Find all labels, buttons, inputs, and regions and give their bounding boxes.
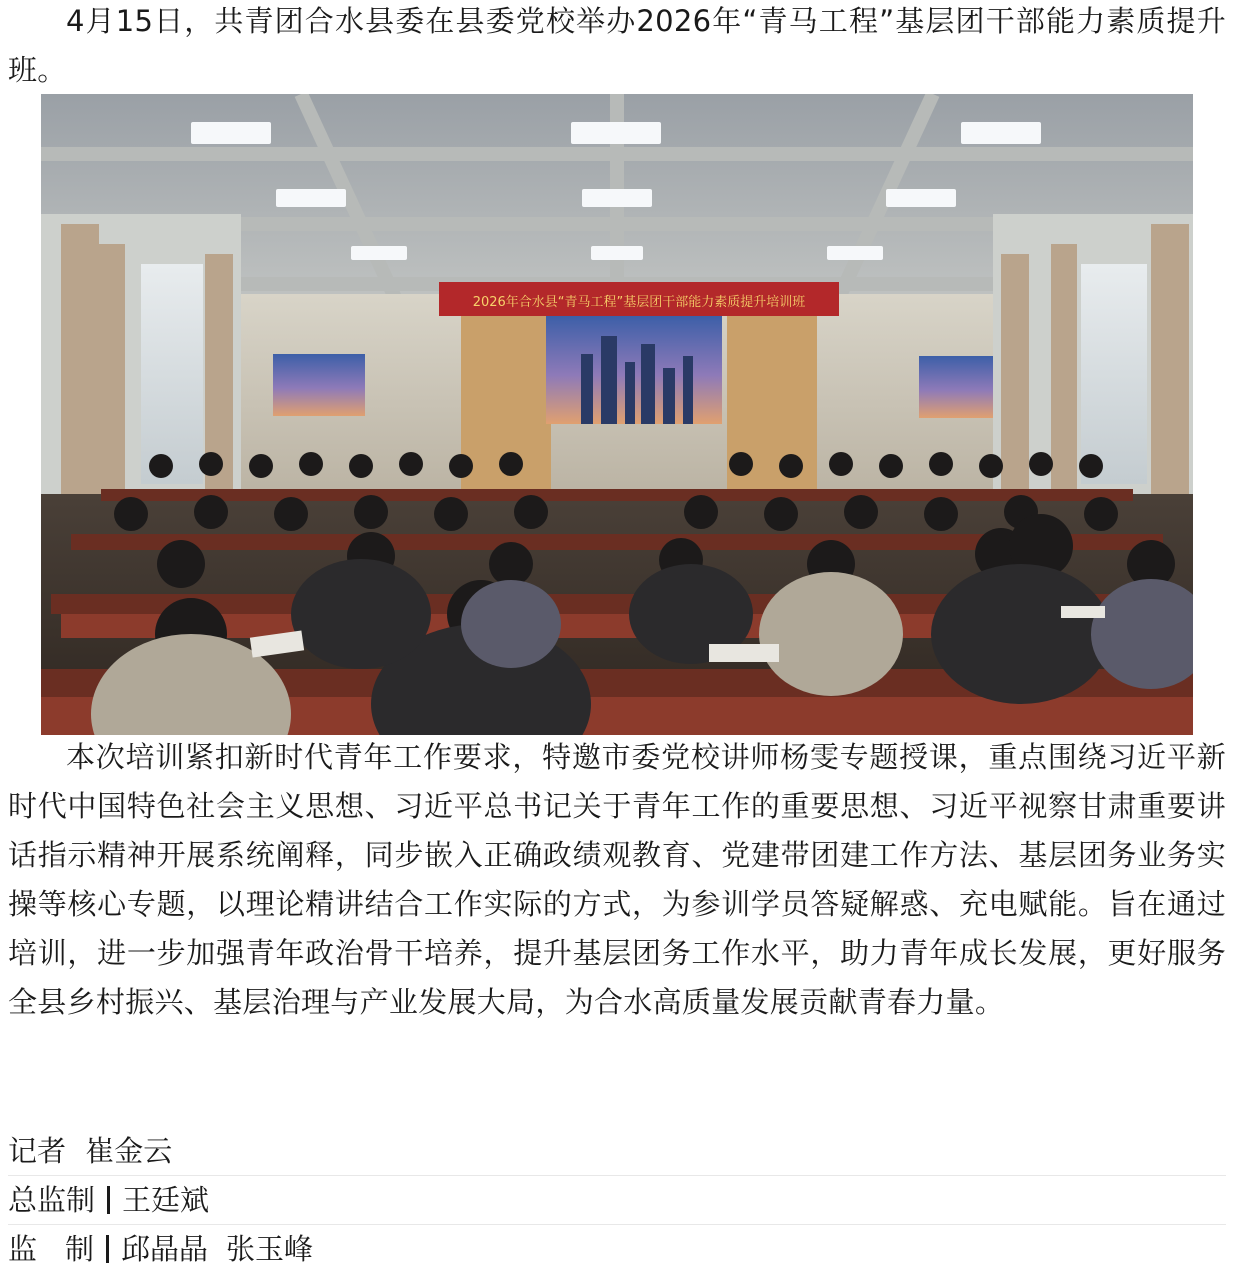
credit-divider — [8, 1175, 1226, 1176]
chief-label: 总监制 — [8, 1183, 96, 1217]
chief-name: 王廷斌 — [122, 1183, 210, 1217]
reporter-label: 记者 — [8, 1134, 67, 1168]
lead-paragraph: 4月15日，共青团合水县委在县委党校举办2026年“青马工程”基层团干部能力素质提升班。 — [8, 4, 1226, 87]
supervisor-name-2: 张玉峰 — [226, 1232, 314, 1266]
credit-divider — [8, 1224, 1226, 1225]
reporter-credit — [8, 1131, 1226, 1171]
supervisor-credit — [8, 1229, 1226, 1269]
separator-bar — [106, 1235, 109, 1263]
reporter-name: 崔金云 — [85, 1134, 173, 1168]
photo-banner-text: 2026年合水县“青马工程”基层团干部能力素质提升培训班 — [472, 295, 806, 310]
supervisor-label-first-char: 监 — [8, 1232, 38, 1266]
body-paragraph: 本次培训紧扣新时代青年工作要求，特邀市委党校讲师杨雯专题授课，重点围绕习近平新时代中国特色社会主义思想、习近平总书记关于青年工作的重要思想、习近平视察甘肃重要讲话指示精神开展系统阐释，同步嵌入正确政绩观教育、党建带团建工作方法、基层团务业务实操等核心专题，以理论精讲结合工作实际的方式，为参训学员答疑解惑、充电赋能。旨在通过培训，进一步加强青年政治骨干培养，提升基层团务工作水平，助力青年成长发展，更好服务全县乡村振兴、基层治理与产业发展大局，为合水高质量发展贡献青春力量。 — [8, 740, 1226, 1019]
supervisor-name-1: 邱晶晶 — [121, 1232, 209, 1266]
training-photo-illustration — [41, 94, 1193, 735]
separator-bar — [107, 1186, 110, 1214]
supervisor-label-second-char: 制 — [65, 1232, 95, 1266]
chief-supervisor-credit — [8, 1180, 1226, 1220]
training-photo — [41, 94, 1193, 735]
